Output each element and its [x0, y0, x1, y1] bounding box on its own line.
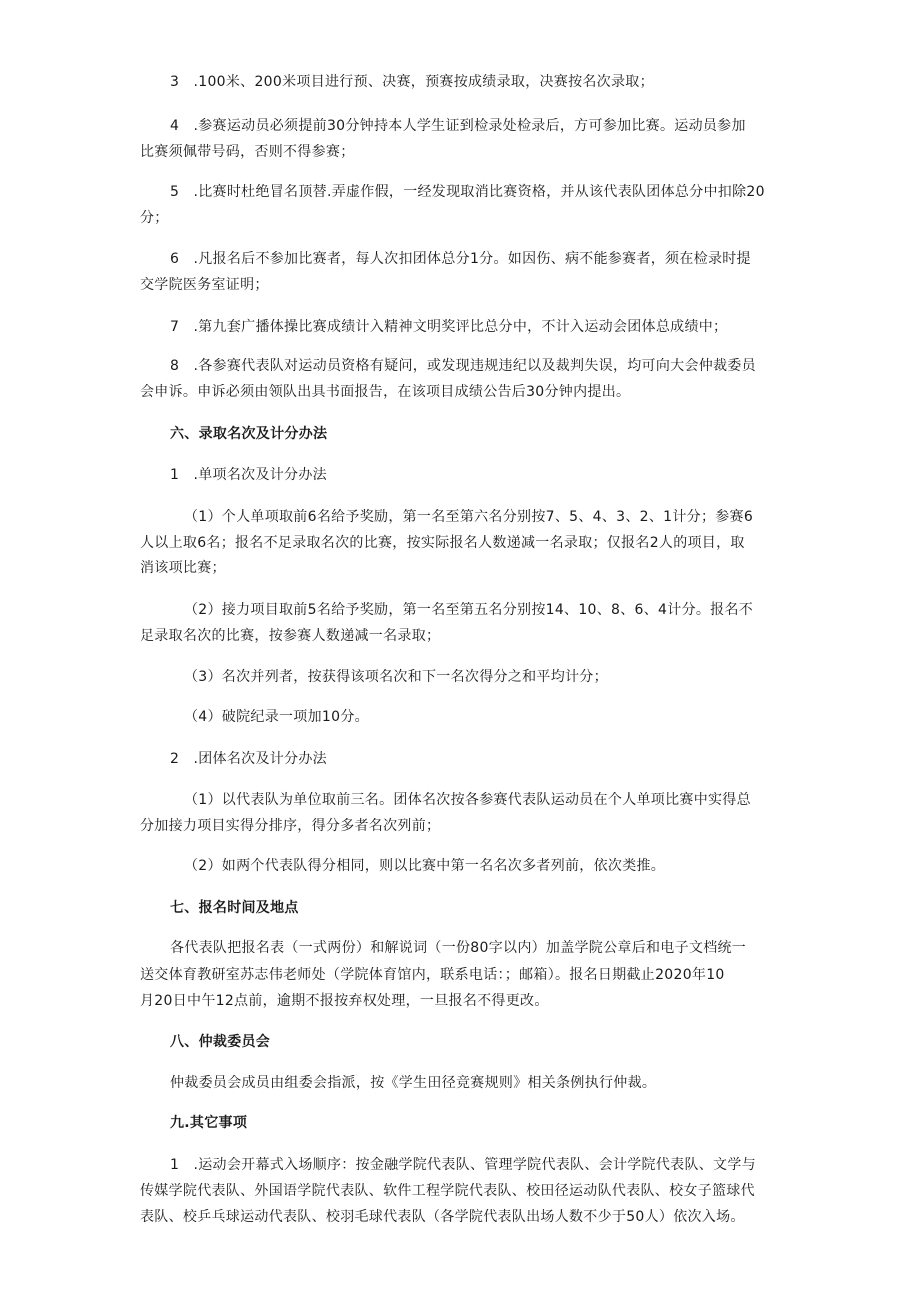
- section-6-item-2: 2 .团体名次及计分办法: [170, 751, 327, 767]
- s7-line-2: 送交体育教研室苏志伟老师处（学院体育馆内，联系电话：；邮箱）。报名日期截止2020年10: [140, 967, 725, 983]
- s6-2-2: （2）如两个代表队得分相同，则以比赛中第一名名次多者列前，依次类推。: [184, 858, 666, 874]
- rule-6-line-2: 交学院医务室证明；: [140, 277, 269, 293]
- rule-4-line-2: 比赛须佩带号码，否则不得参赛；: [140, 144, 355, 160]
- s6-1-4: （4）破院纪录一项加10分。: [184, 709, 369, 725]
- s6-1-1-line-3: 消该项比赛；: [140, 560, 226, 576]
- rule-7: 7 .第九套广播体操比赛成绩计入精神文明奖评比总分中，不计入运动会团体总成绩中；: [170, 319, 728, 335]
- s9-1-line-1: 1 .运动会开幕式入场顺序：按金融学院代表队、管理学院代表队、会计学院代表队、文学与: [170, 1157, 756, 1173]
- section-6-item-1: 1 .单项名次及计分办法: [170, 467, 327, 483]
- s6-1-1-line-2: 人以上取6名；报名不足录取名次的比赛，按实际报名人数递减一名录取；仅报名2人的项目，取: [140, 535, 745, 551]
- s7-line-3: 月20日中午12点前，逾期不报按弃权处理，一旦报名不得更改。: [140, 993, 549, 1009]
- s6-1-3: （3）名次并列者，按获得该项名次和下一名次得分之和平均计分；: [184, 669, 608, 685]
- rule-8-line-1: 8 .各参赛代表队对运动员资格有疑问，或发现违规违纪以及裁判失误，均可向大会仲裁委员: [170, 358, 756, 374]
- rule-5-line-2: 分；: [140, 210, 169, 226]
- rule-5-line-1: 5 .比赛时杜绝冒名顶替.弄虚作假，一经发现取消比赛资格，并从该代表队团体总分中扣除20: [170, 184, 765, 200]
- s6-2-1-line-1: （1）以代表队为单位取前三名。团体名次按各参赛代表队运动员在个人单项比赛中实得总: [184, 792, 751, 808]
- s6-2-1-line-2: 分加接力项目实得分排序，得分多者名次列前；: [140, 818, 441, 834]
- section-6-title: 六、录取名次及计分办法: [170, 426, 328, 442]
- section-7-title: 七、报名时间及地点: [170, 900, 299, 916]
- rule-3: 3 .100米、200米项目进行预、决赛，预赛按成绩录取，决赛按名次录取；: [170, 74, 654, 90]
- rule-8-line-2: 会申诉。申诉必须由领队出具书面报告，在该项目成绩公告后30分钟内提出。: [140, 384, 631, 400]
- rule-6-line-1: 6 .凡报名后不参加比赛者，每人次扣团体总分1分。如因伤、病不能参赛者，须在检录时提: [170, 251, 751, 267]
- s6-1-2-line-1: （2）接力项目取前5名给予奖励，第一名至第五名分别按14、10、8、6、4计分。报名不: [184, 602, 754, 618]
- s6-1-2-line-2: 足录取名次的比赛，按参赛人数递减一名录取；: [140, 628, 441, 644]
- s8-line-1: 仲裁委员会成员由组委会指派，按《学生田径竞赛规则》相关条例执行仲裁。: [170, 1075, 657, 1091]
- s6-1-1-line-1: （1）个人单项取前6名给予奖励，第一名至第六名分别按7、5、4、3、2、1计分；参赛6: [184, 509, 754, 525]
- section-8-title: 八、仲裁委员会: [170, 1034, 271, 1050]
- s9-1-line-3: 表队、校乒乓球运动代表队、校羽毛球代表队（各学院代表队出场人数不少于50人）依次入场。: [140, 1209, 745, 1225]
- s9-1-line-2: 传媒学院代表队、外国语学院代表队、软件工程学院代表队、校田径运动队代表队、校女子篮球代: [140, 1183, 755, 1199]
- section-9-title: 九.其它事项: [170, 1115, 248, 1131]
- rule-4-line-1: 4 .参赛运动员必须提前30分钟持本人学生证到检录处检录后，方可参加比赛。运动员参加: [170, 118, 746, 134]
- s7-line-1: 各代表队把报名表（一式两份）和解说词（一份80字以内）加盖学院公章后和电子文档统一: [170, 940, 747, 956]
